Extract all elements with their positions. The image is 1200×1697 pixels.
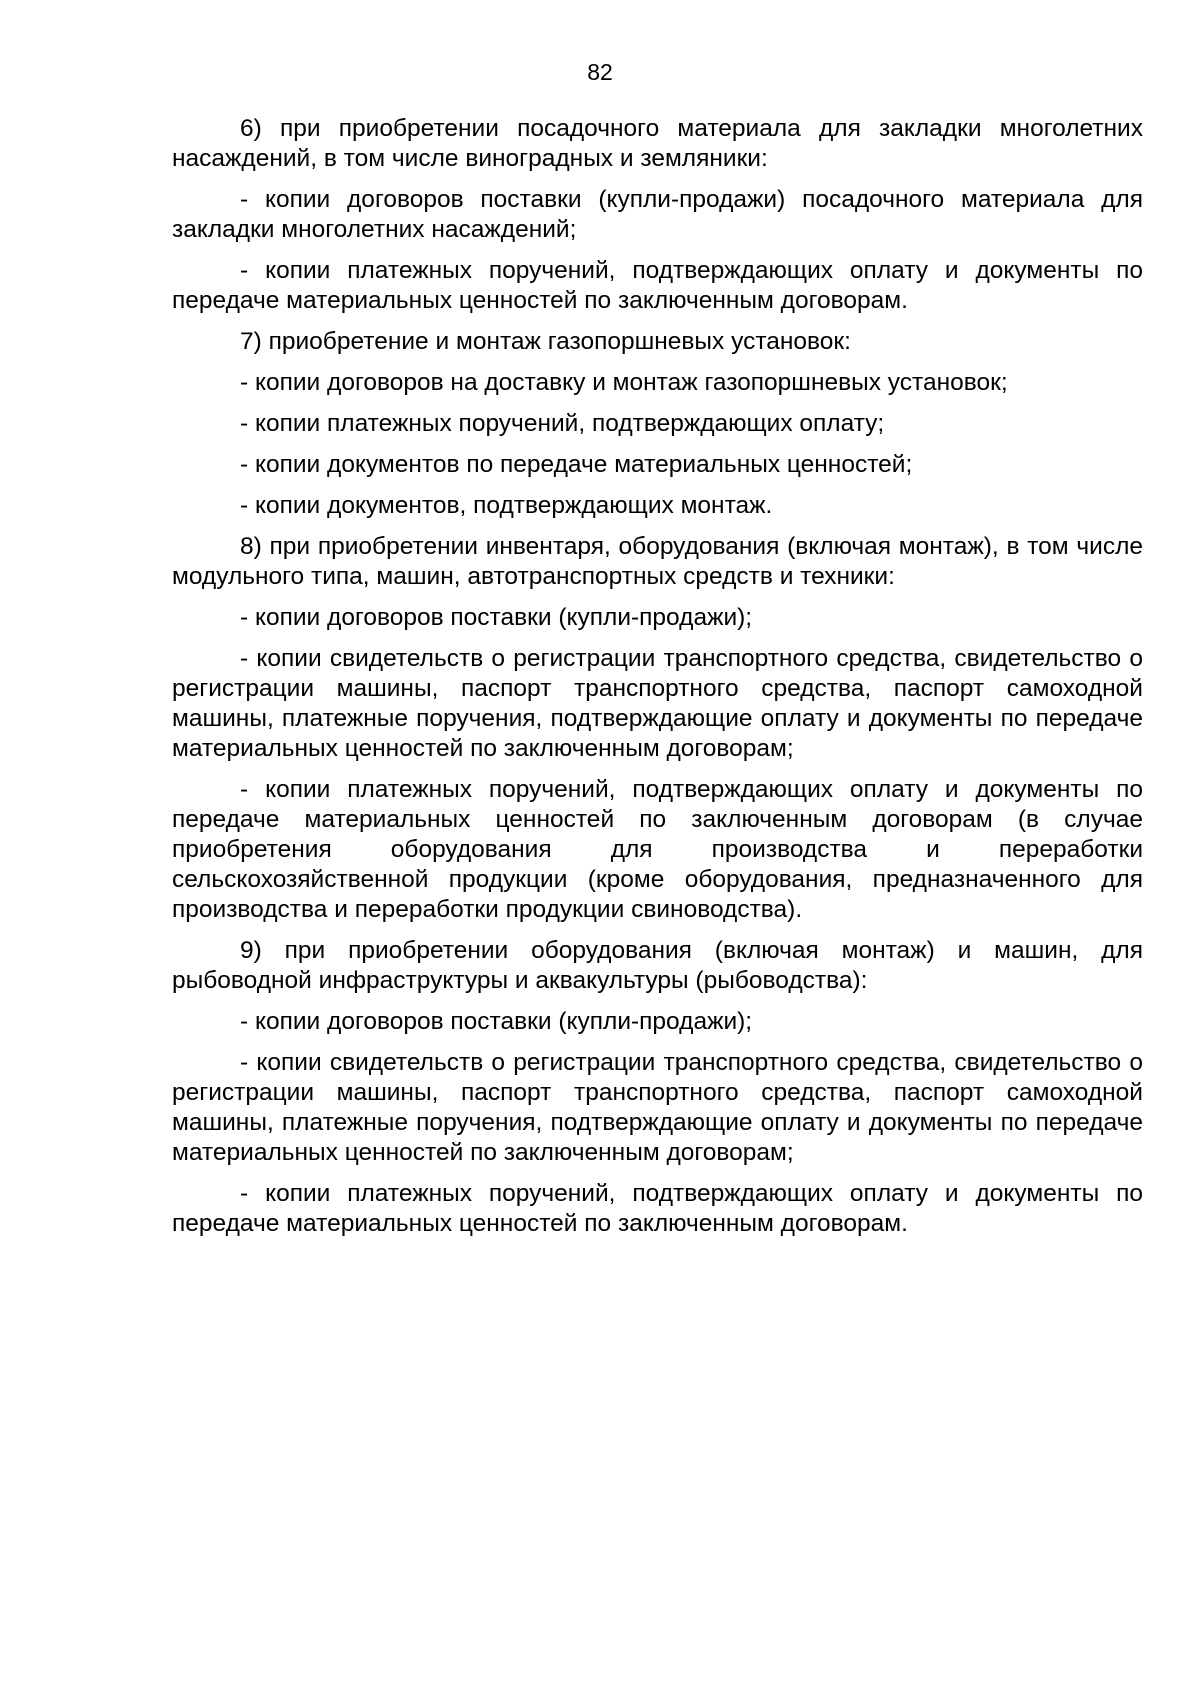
paragraph-item-9-bullet-1: - копии договоров поставки (купли-продажи); xyxy=(240,1008,753,1035)
paragraph-item-7-bullet-1: - копии договоров на доставку и монтаж газопоршневых установок; xyxy=(240,369,1008,396)
paragraph-item-7-bullet-2: - копии платежных поручений, подтверждающих оплату; xyxy=(240,410,885,437)
page-number: 82 xyxy=(587,59,613,85)
paragraph-item-8-bullet-3: - копии платежных поручений, подтверждающих оплату и документы по передаче материальных ценностей по заключенным договорам (в случае приобретения оборудования для производства и переработки сельскохозяйственной продукции (кроме оборудования, предназначенного для производства и переработки продукции свиноводства). xyxy=(172,776,1143,923)
paragraph-item-7-heading: 7) приобретение и монтаж газопоршневых установок: xyxy=(240,328,851,355)
paragraph-item-8-heading: 8) при приобретении инвентаря, оборудования (включая монтаж), в том числе модульного типа, машин, автотранспортных средств и техники: xyxy=(172,533,1143,590)
paragraph-item-7-bullet-3: - копии документов по передаче материальных ценностей; xyxy=(240,451,913,478)
paragraph-item-8-bullet-1: - копии договоров поставки (купли-продажи); xyxy=(240,604,753,631)
paragraph-item-7-bullet-4: - копии документов, подтверждающих монтаж. xyxy=(240,492,773,519)
document-body xyxy=(172,114,1143,1250)
paragraph-item-6-heading: 6) при приобретении посадочного материала для закладки многолетних насаждений, в том числе виноградных и земляники: xyxy=(172,115,1143,172)
paragraph-item-6-bullet-2: - копии платежных поручений, подтверждающих оплату и документы по передаче материальных ценностей по заключенным договорам. xyxy=(172,257,1143,314)
paragraph-item-9-heading: 9) при приобретении оборудования (включая монтаж) и машин, для рыбоводной инфраструктуры и аквакультуры (рыбоводства): xyxy=(172,937,1143,994)
paragraph-item-8-bullet-2: - копии свидетельств о регистрации транспортного средства, свидетельство о регистрации машины, паспорт транспортного средства, паспорт самоходной машины, платежные поручения, подтверждающие оплату и документы по передаче материальных ценностей по заключенным договорам; xyxy=(172,645,1143,762)
paragraph-item-9-bullet-3: - копии платежных поручений, подтверждающих оплату и документы по передаче материальных ценностей по заключенным договорам. xyxy=(172,1180,1143,1237)
paragraph-item-9-bullet-2: - копии свидетельств о регистрации транспортного средства, свидетельство о регистрации машины, паспорт транспортного средства, паспорт самоходной машины, платежные поручения, подтверждающие оплату и документы по передаче материальных ценностей по заключенным договорам; xyxy=(172,1049,1143,1166)
paragraph-item-6-bullet-1: - копии договоров поставки (купли-продажи) посадочного материала для закладки многолетних насаждений; xyxy=(172,186,1143,243)
